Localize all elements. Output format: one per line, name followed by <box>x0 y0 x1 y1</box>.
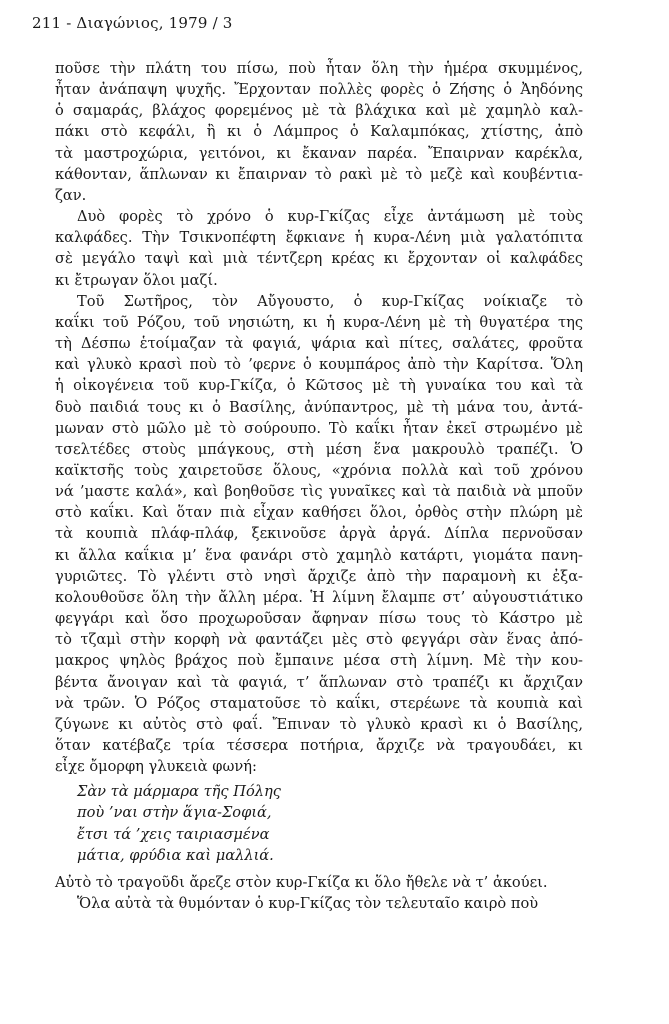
text-line: ἡ οἰκογένεια τοῦ κυρ-Γκίζα, ὁ Κῶτσος μὲ τὴ γυναίκα του καὶ τὰ <box>55 377 583 395</box>
text-line: καΐκι τοῦ Ρόζου, τοῦ νησιώτη, κι ἡ κυρα-Λένη μὲ τὴ θυγατέρα της <box>55 313 583 331</box>
poem-line: ποὺ ’ναι στὴν ἅγια-Σοφιά, <box>77 804 272 822</box>
text-line: σὲ μεγάλο ταψὶ καὶ μιὰ τέντζερη κρέας κι ἔρχονταν οἱ καλφάδες <box>55 250 583 268</box>
text-line: κι ἔτρωγαν ὅλοι μαζί. <box>55 271 218 289</box>
text-line: γυριῶτες. Τὸ γλέντι στὸ νησὶ ἄρχιζε ἀπὸ τὴν παραμονὴ κι ἐξα- <box>55 567 583 585</box>
paragraph <box>55 291 583 778</box>
text-line: βέντα ἄνοιγαν καὶ τὰ φαγιά, τ’ ἅπλωναν στὸ τραπέζι κι ἄρχιζαν <box>55 673 583 691</box>
running-head: 211 - Διαγώνιος, 1979 / 3 <box>32 14 233 32</box>
text-line: νὰ τρῶν. Ὁ Ρόζος σταματοῦσε τὸ καΐκι, στερέωνε τὰ κουπιὰ καὶ <box>55 694 583 712</box>
text-line: Αὐτὸ τὸ τραγοῦδι ἄρεζε στὸν κυρ-Γκίζα κι ὅλο ἤθελε νὰ τ’ ἀκούει. <box>55 873 548 891</box>
text-line: ὁ σαμαράς, βλάχος φορεμένος μὲ τὰ βλάχικα καὶ μὲ χαμηλὸ καλ- <box>55 102 583 120</box>
text-line: κάθονταν, ἅπλωναν κι ἔπαιρναν τὸ ρακὶ μὲ τὸ μεζὲ καὶ κουβέντια- <box>55 165 583 183</box>
text-line: ζύγωνε κι αὐτὸς στὸ φαΐ. Ἔπιναν τὸ γλυκὸ κρασὶ κι ὁ Βασίλης, <box>55 715 583 733</box>
text-line: καὶ γλυκὸ κρασὶ ποὺ τὸ ’φερνε ὁ κουμπάρος ἀπὸ τὴν Καρίτσα. Ὅλη <box>55 356 583 374</box>
text-line: μακρος ψηλὸς βράχος ποὺ ἔμπαινε μέσα στὴ λίμνη. Μὲ τὴν κου- <box>55 652 583 670</box>
text-line: τὴ Δέσπω ἑτοίμαζαν τὰ φαγιά, ψάρια καὶ πίτες, σαλάτες, φροῦτα <box>55 335 583 353</box>
poem-line: μάτια, φρύδια καὶ μαλλιά. <box>77 846 274 864</box>
text-line: ποῦσε τὴν πλάτη του πίσω, ποὺ ἦταν ὅλη τὴν ἡμέρα σκυμμένος, <box>55 60 583 77</box>
text-line: νά ’μαστε καλά», καὶ βοηθοῦσε τὶς γυναῖκες καὶ τὰ παιδιὰ νὰ μποῦν <box>55 483 583 501</box>
text-line: Τοῦ Σωτῆρος, τὸν Αὔγουστο, ὁ κυρ-Γκίζας νοίκιαζε τὸ <box>77 292 583 310</box>
text-line: Δυὸ φορὲς τὸ χρόνο ὁ κυρ-Γκίζας εἶχε ἀντάμωση μὲ τοὺς <box>77 208 583 226</box>
text-line: κολουθοῦσε ὅλη τὴν ἄλλη μέρα. Ἡ λίμνη ἔλαμπε στ’ αὐγουστιάτικο <box>55 588 583 606</box>
text-line: εἶχε ὄμορφη γλυκειὰ φωνή: <box>55 758 257 776</box>
text-line: κι ἄλλα καΐκια μ’ ἕνα φανάρι στὸ χαμηλὸ κατάρτι, γιομάτα πανη- <box>55 546 583 564</box>
text-line: ἦταν ἀνάπαψη ψυχῆς. Ἔρχονταν πολλὲς φορὲς ὁ Ζήσης ὁ Ἀηδόνης <box>55 81 583 99</box>
text-line: ζαν. <box>55 186 87 204</box>
poem-line: Σὰν τὰ μάρμαρα τῆς Πόλης <box>77 783 281 801</box>
paragraph <box>55 58 583 206</box>
text-line: τὸ τζαμὶ στὴν κορφὴ νὰ φαντάζει μὲς στὸ φεγγάρι σὰν ἕνας ἀπό- <box>55 631 583 649</box>
text-line: καϊκτσῆς τοὺς χαιρετοῦσε ὅλους, «χρόνια πολλὰ καὶ τοῦ χρόνου <box>55 461 583 479</box>
text-line: μωναν στὸ μῶλο μὲ τὸ σούρουπο. Τὸ καΐκι ἦταν ἐκεῖ στρωμένο μὲ <box>55 419 583 437</box>
text-line: Ὅλα αὐτὰ τὰ θυμόνταν ὁ κυρ-Γκίζας τὸν τελευταῖο καιρὸ ποὺ <box>77 895 539 913</box>
body-text <box>55 58 583 914</box>
poem-line: ἔτσι τά ’χεις ταιριασμένα <box>77 825 270 843</box>
text-line: καλφάδες. Τὴν Τσικνοπέφτη ἔφκιανε ἡ κυρα-Λένη μιὰ γαλατόπιτα <box>55 229 583 247</box>
closing-paragraph <box>55 893 583 914</box>
text-line: τὰ μαστροχώρια, γειτόνοι, κι ἔκαναν παρέα. Ἔπαιρναν καρέκλα, <box>55 144 583 162</box>
paragraph <box>55 206 583 291</box>
text-line: τὰ κουπιὰ πλάφ-πλάφ, ξεκινοῦσε ἀργὰ ἀργά. Δίπλα περνοῦσαν <box>55 525 583 543</box>
poem-verse <box>77 781 583 866</box>
text-line: πάκι στὸ κεφάλι, ἢ κι ὁ Λάμπρος ὁ Καλαμπόκας, χτίστης, ἀπὸ <box>55 123 583 141</box>
text-line: στὸ καΐκι. Καὶ ὅταν πιὰ εἶχαν καθήσει ὅλοι, ὀρθὸς στὴν πλώρη μὲ <box>55 504 583 522</box>
closing-paragraph <box>55 872 583 893</box>
text-line: δυὸ παιδιά τους κι ὁ Βασίλης, ἀνύπαντρος, μὲ τὴ μάνα του, ἀντά- <box>55 398 583 416</box>
text-line: ὅταν κατέβαζε τρία τέσσερα ποτήρια, ἄρχιζε νὰ τραγουδάει, κι <box>55 737 583 754</box>
text-line: φεγγάρι καὶ ὅσο προχωροῦσαν ἄφηναν πίσω τους τὸ Κάστρο μὲ <box>55 610 583 628</box>
text-line: τσελτέδες στοὺς μπάγκους, στὴ μέση ἕνα μακρουλὸ τραπέζι. Ὁ <box>55 440 583 458</box>
